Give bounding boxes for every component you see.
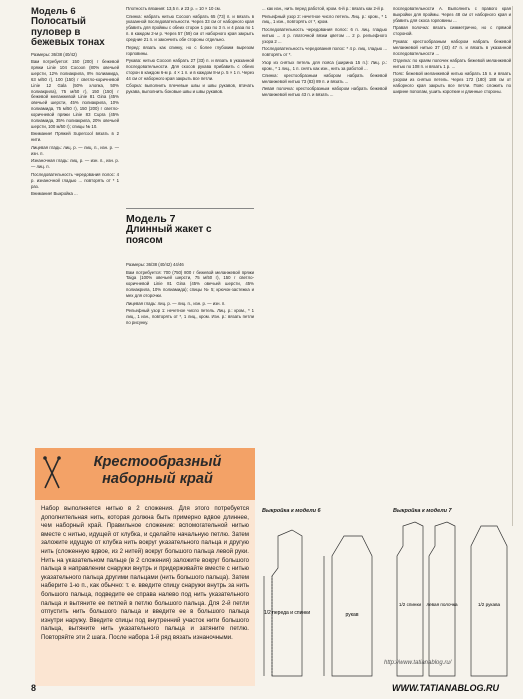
model6-gauge: Плотность вязания: 13,5 п. и 23 р. = 10 × 10 см. [126, 6, 221, 11]
col4-para: Отделка: по краям полочек набрать бежевой меланжевой нитью по 108 п. и вязать 1 р. ... [393, 58, 511, 69]
column-3 [262, 6, 387, 472]
model6-assembly: Сборка: выполнить плечевые швы и швы рукавов, втачать рукава, выполнить боковые швы и швы рукавов. [126, 83, 254, 95]
model6-reverse: Изнаночная гладь: лиц. р. — изн. п., изн. р. — лиц. п. [31, 158, 119, 170]
page-spine [512, 6, 518, 526]
model7-stockinette: Лицевая гладь: лиц. р. — лиц. п., изн. р. — изн. п. [126, 300, 226, 306]
col3-para: Левая полочка: крестообразным набором набрать бежевой меланжевой нитью 43 п. и вязать ... [262, 86, 387, 98]
model6-sizes: Размеры: 36/38 (40/42) [31, 51, 77, 57]
technique-title: Крестообразный наборный край [93, 454, 222, 487]
model6-sleeves: Рукава: нитью Cocoon набрать 27 (33) п. и вязать в указанной последовательности. Для скосов рукава прибавить с обеих сторон в каждом 6-м р. 4 × 1 п. и в каждом 8-м р. 5 × 1 п. Через 44 см от наборного края закрыть все петли. [126, 58, 254, 81]
model7-number: Модель 7 [126, 213, 176, 225]
watermark: http://www.tatianablog.ru/ [384, 660, 452, 666]
model7-materials: Вам потребуется: 700 (750) 800 г бежевой меланжевой пряжи Taiga (100% овечьей шерсти, 75 м/50 г), 150 г светло-коричневой Linie 81 Gina (45% овечьей шерсти, 45% полиакрила, 10% полиамида); спицы № 5; крючок-застежка и мех для оторочки. [126, 269, 254, 299]
sketch7-label: Выкройка к модели 7 [393, 508, 452, 514]
col4-para: последовательности А. Выполнить с правого края выкройки для проймы. Через 48 см от наборного края и убавить для скоса горловины ... [393, 6, 511, 23]
sketch7-piece2: левая полочка [426, 602, 458, 607]
col3-para: Последовательность чередования полос: 6 п. лиц. гладью нитью ... 4 р. платочной вязки цветом ... 2 р. рельефного узора 2 ... [262, 26, 387, 44]
col3-para: Рельефный узор 2: нечетное число петель. Лиц. р.: кром., * 1 лиц., 1 изн., повторять от *, кром. [262, 13, 387, 25]
model7-rib1: Рельефный узор 1: нечетное число петель. Лиц. р.: кром., * 1 лиц., 1 изн., повторять от *, 1 лиц., кром. Изн. р.: вязать петли по рисунку. [126, 308, 254, 325]
footer-url: WWW.TATIANABLOG.RU [392, 683, 499, 693]
model7-title: Длинный жакет с поясом [126, 224, 212, 246]
model6-title: Полосатый пуловер в бежевых тонах [31, 16, 105, 48]
needle-icon [41, 456, 63, 490]
col4-para: Правая полочка: вязать симметрично, но с прямой стороной. [393, 25, 511, 37]
model6-front: Перед: вязать как спинку, но с более глубоким вырезом горловины. [126, 44, 254, 56]
sketch6-piece1: 1/2 переда и спинки [263, 610, 311, 616]
sketch6-label: Выкройка к модели 6 [262, 508, 321, 514]
col3-para: Узор из снятых петель для пояса (ширина 15 п.): Лиц. р.: кром., * 1 лиц., 1 п. снять как изн., нить за работой ... [262, 59, 387, 71]
page-number: 8 [31, 683, 37, 693]
model6-note: Внимание! Пряжей Supercool вязать в 2 нити. [31, 131, 119, 143]
model6-materials: Вам потребуется: 150 (200) г бежевой пряжи Linie 104 Cocoon (80% овечьей шерсти, 12% полиакрила, 8% полиамида, 63 м/50 г), 100 (150) г светло-коричневой Linie 12 Gala (50% хлопка, 50% полиакрила), 75 м/50 г), 150 (150) г бежевой меланжевой Linie 81 Gina (45% овечьей шерсти, 45% полиакрила, 10% полиамида, 75 м/50 г), 150 (200) г светло-коричневой пряжи Linie 83 Cupra (45% полиамида, 35% полиакрила, 20% овечьей шерсти, 100 м/50 г); спицы № 10. [31, 59, 119, 129]
column-model6 [31, 6, 119, 448]
col3-para: Последовательность чередования полос: * 4 р. лиц. гладью ... повторять от *. [262, 46, 387, 58]
sketch7-piece1: 1/2 спинки [398, 602, 422, 607]
column-model6-cont [126, 6, 254, 206]
col4-para: Пояс: бежевой меланжевой нитью набрать 15 п. и вязать узором из снятых петель. Через 172 (180) 188 см от наборного края закрыть все петли. Пояс сложить по ширине пополам, ушить короткие и длинные стороны. [393, 71, 511, 95]
model6-stripes: Последовательность чередования полос: 4 р. изнаночной гладью ... повторять от * 1 раз. [31, 171, 119, 189]
column-4 [393, 6, 511, 502]
model6-back: Спинка: набрать нитью Cocoon набрать 65 (73) п. и вязать в указанной последовательности. Через 33 см от наборного края убавить для проймы с обеих сторон 1 раз по 3 п. и 4 раза по 1 п. в каждом 2-м р. Через 57 (59) см от наборного края закрыть средние 21 п. и закончить обе стороны отдельно. [126, 13, 254, 43]
col3-para: Спинка: крестообразным набором набрать бежевой меланжевой нитью 73 (83) 89 п. и вязать ... [262, 73, 387, 84]
model6-number: Модель 6 [31, 6, 76, 17]
model7-sizes: Размеры: 36/38 (40/42) 44/46 [126, 262, 184, 267]
col4-para: Рукава: крестообразным набором набрать бежевой меланжевой нитью 37 (43) 47 п. и вязать в указанной последовательности ... [393, 38, 511, 56]
sketch7-diagram [393, 516, 511, 681]
sketch7-piece3: 1/2 рукава [477, 602, 501, 607]
section-divider [126, 208, 254, 209]
technique-text: Набор выполняется нитью в 2 сложения. Для этого потребуется дополнительная нить, которая должна быть примерно вдвое длиннее, чем наборный край. Правильное сложение: вспомогательной нитью вместе с нитью, идущей от клубка, и сделайте начальную петлю. Затем заложите идущую от клубка нить вокруг указательного пальца и другую нить (сложенную вдвое, из 2 нитей) вокруг большого пальца левой руки. Нить на указательном пальце (в 2 сложения) заложите вокруг большого пальца в направлении снаружи внутрь и придерживайте вместе с нитью указательного пальца другими пальцами (нить большого пальца). Затем наберите 1-ю п., как обычно: т. е. введите спицу снаружи внутрь за нить большого пальца, подведите ее справа налево под нить указательного пальца и вытяните ее петлей в петлю большого пальца. Для 2-й петли отпустить нить большого пальца и введите ее в большого пальца изнутри наружу. Введите спицы под внутренний участок нити большого пальца, вытяните нить указательного пальца и затяните петлю. Повторяйте эти 2 шага. После набора 1-й ряд вязать изнаночными. [41, 505, 249, 641]
col3-para: ... как изн., нить перед работой, кром. 6-й р.: вязать как 2-й р. [262, 6, 385, 11]
sketch6-piece2: рукав [345, 612, 359, 618]
model6-stockinette: Лицевая гладь: лиц. р. — лиц. п., изн. р. — изн. п. [31, 144, 119, 156]
sketch6-diagram [262, 516, 387, 681]
column-model7 [126, 262, 254, 442]
model6-warning: Внимание! Выкройка ... [31, 191, 78, 196]
